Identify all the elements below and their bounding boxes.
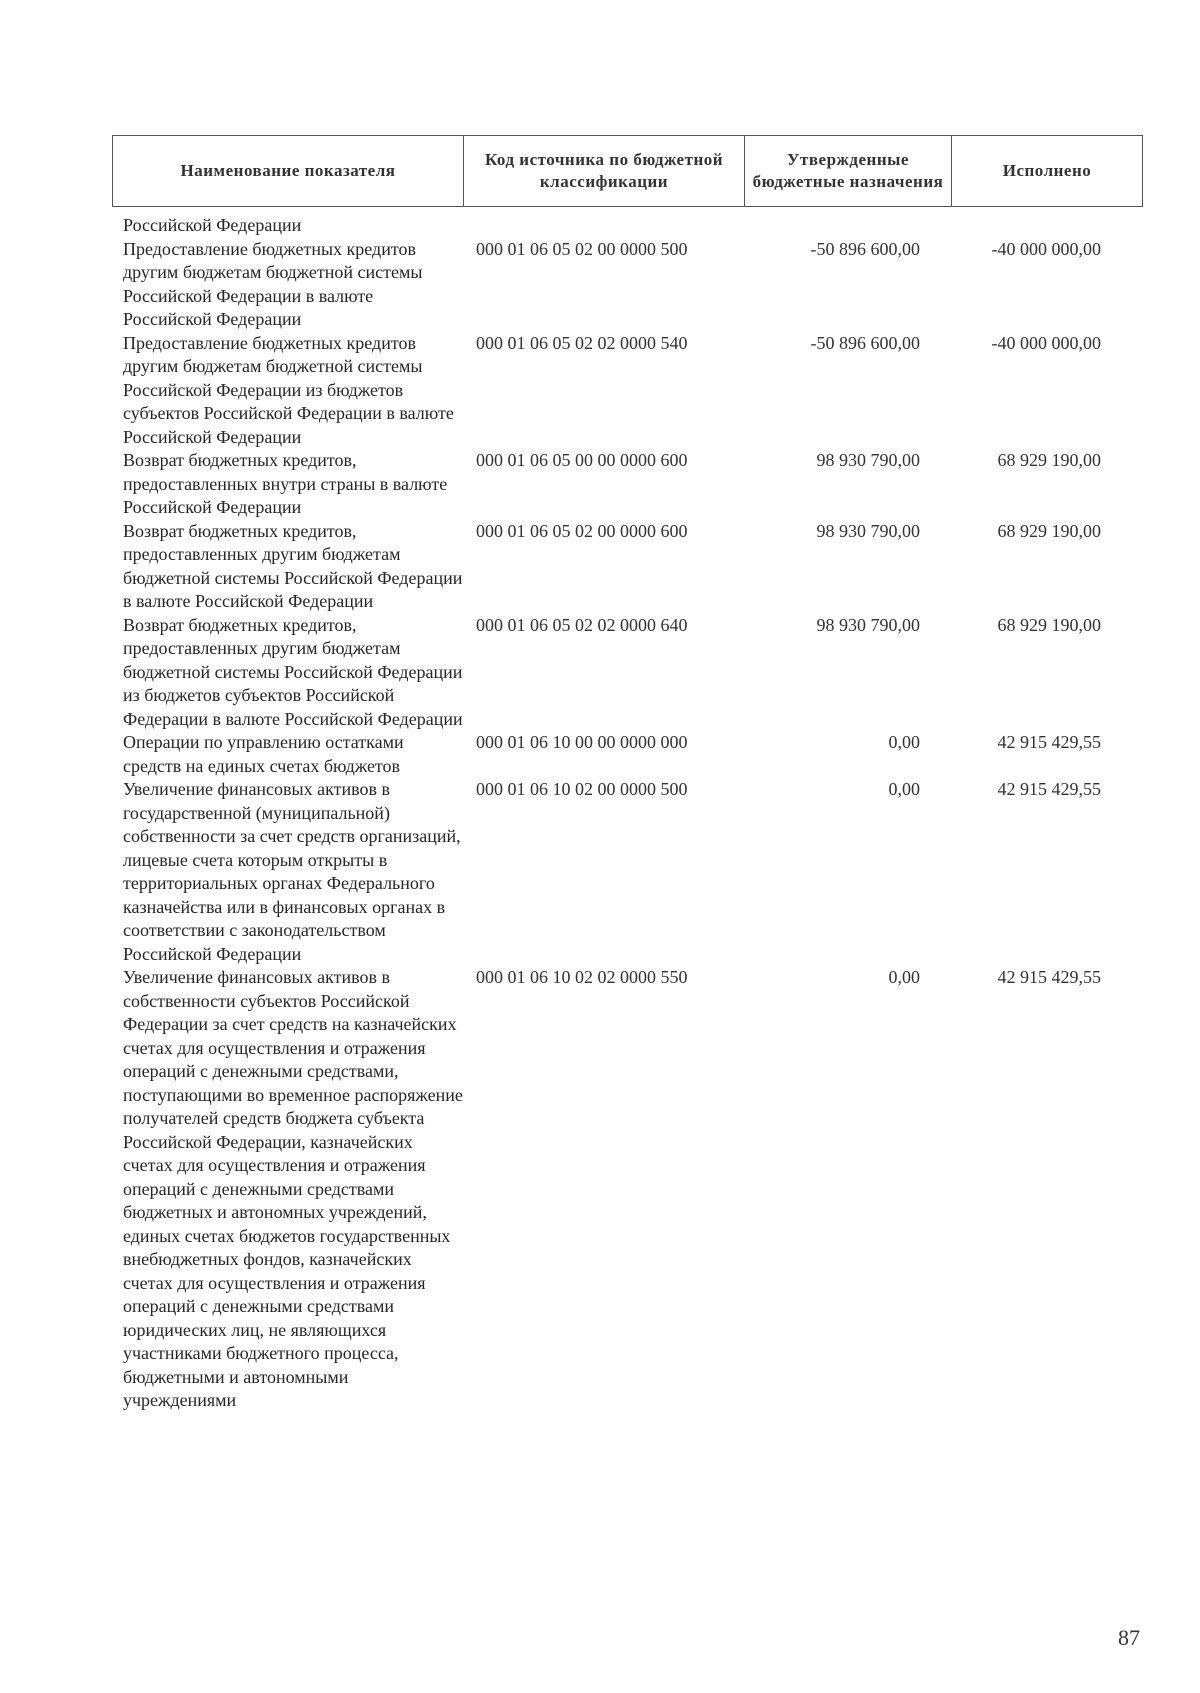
- source-code: 000 01 06 05 02 00 0000 500: [476, 238, 688, 259]
- indicator-name: Возврат бюджетных кредитов, предоставленных внутри страны в валюте Российской Федерации: [123, 450, 448, 517]
- source-code: 000 01 06 05 00 00 0000 600: [476, 450, 688, 470]
- approved-amount: -50 896 600,00: [810, 332, 920, 353]
- header-executed: Исполнено: [952, 136, 1143, 207]
- executed-amount: 68 929 190,00: [997, 614, 1101, 635]
- indicator-name: Предоставление бюджетных кредитов другим бюджетам бюджетной системы Российской Федерации из бюджетов субъектов Российской Федерации в валюте Российской Федерации: [123, 332, 454, 447]
- indicator-name: Операции по управлению остатками средств на единых счетах бюджетов: [123, 732, 404, 776]
- approved-amount: -50 896 600,00: [810, 238, 920, 259]
- table-row: [0, 238, 1200, 332]
- approved-amount: 98 930 790,00: [816, 520, 920, 541]
- table-row: [0, 332, 1200, 450]
- table-row: [0, 731, 1200, 778]
- approved-amount: 0,00: [888, 732, 920, 752]
- executed-amount: 68 929 190,00: [997, 450, 1101, 470]
- table-body: [0, 214, 1200, 1413]
- table-row: [0, 214, 1200, 238]
- executed-amount: 42 915 429,55: [997, 779, 1101, 799]
- table-header: [112, 135, 1143, 207]
- approved-amount: 0,00: [888, 779, 920, 799]
- table-row: [0, 966, 1200, 1413]
- page-number: 87: [1118, 1625, 1140, 1650]
- indicator-name: Увеличение финансовых активов в государственной (муниципальной) собственности за счет средств организаций, лицевые счета которым открыты в территориальных органах Федерального казначейства или в финансовых органах в соответствии с законодательством Российской Федерации: [123, 779, 461, 964]
- source-code: 000 01 06 05 02 02 0000 640: [476, 614, 688, 635]
- table-row: [0, 520, 1200, 614]
- indicator-name: Увеличение финансовых активов в собственности субъектов Российской Федерации за счет средств на казначейских счетах для осуществления и отражения операций с денежными средствами, поступающими во временное распоряжение получателей средств бюджета субъекта Российской Федерации, казначейских счетах для осуществления и отражения операций с денежными средствами бюджетных и автономных учреждений, единых счетах бюджетов государственных внебюджетных фондов, казначейских счетах для осуществления и отражения операций с денежными средствами юридических лиц, не являющихся участниками бюджетного процесса, бюджетными и автономными учреждениями: [123, 967, 463, 1410]
- header-code: Код источника по бюджетной классификации: [464, 136, 745, 207]
- executed-amount: 42 915 429,55: [997, 732, 1101, 752]
- approved-amount: 0,00: [888, 967, 920, 987]
- source-code: 000 01 06 10 02 02 0000 550: [476, 967, 688, 987]
- indicator-name: Возврат бюджетных кредитов, предоставленных другим бюджетам бюджетной системы Российской Федерации из бюджетов субъектов Российской Федерации в валюте Российской Федерации: [123, 614, 463, 729]
- table-row: [0, 778, 1200, 966]
- source-code: 000 01 06 10 02 00 0000 500: [476, 779, 688, 799]
- source-code: 000 01 06 05 02 02 0000 540: [476, 332, 688, 353]
- header-approved: Утвержденные бюджетные назначения: [745, 136, 952, 207]
- table-row: [0, 449, 1200, 520]
- indicator-name: Предоставление бюджетных кредитов другим бюджетам бюджетной системы Российской Федерации в валюте Российской Федерации: [123, 238, 423, 329]
- indicator-name: Российской Федерации: [123, 215, 302, 235]
- executed-amount: -40 000 000,00: [991, 332, 1101, 353]
- executed-amount: 42 915 429,55: [997, 967, 1101, 987]
- source-code: 000 01 06 10 00 00 0000 000: [476, 732, 688, 752]
- executed-amount: -40 000 000,00: [991, 238, 1101, 259]
- approved-amount: 98 930 790,00: [816, 614, 920, 635]
- executed-amount: 68 929 190,00: [997, 520, 1101, 541]
- approved-amount: 98 930 790,00: [816, 450, 920, 470]
- source-code: 000 01 06 05 02 00 0000 600: [476, 520, 688, 541]
- header-name: Наименование показателя: [113, 136, 464, 207]
- table-row: [0, 614, 1200, 732]
- indicator-name: Возврат бюджетных кредитов, предоставленных другим бюджетам бюджетной системы Российской Федерации в валюте Российской Федерации: [123, 520, 463, 611]
